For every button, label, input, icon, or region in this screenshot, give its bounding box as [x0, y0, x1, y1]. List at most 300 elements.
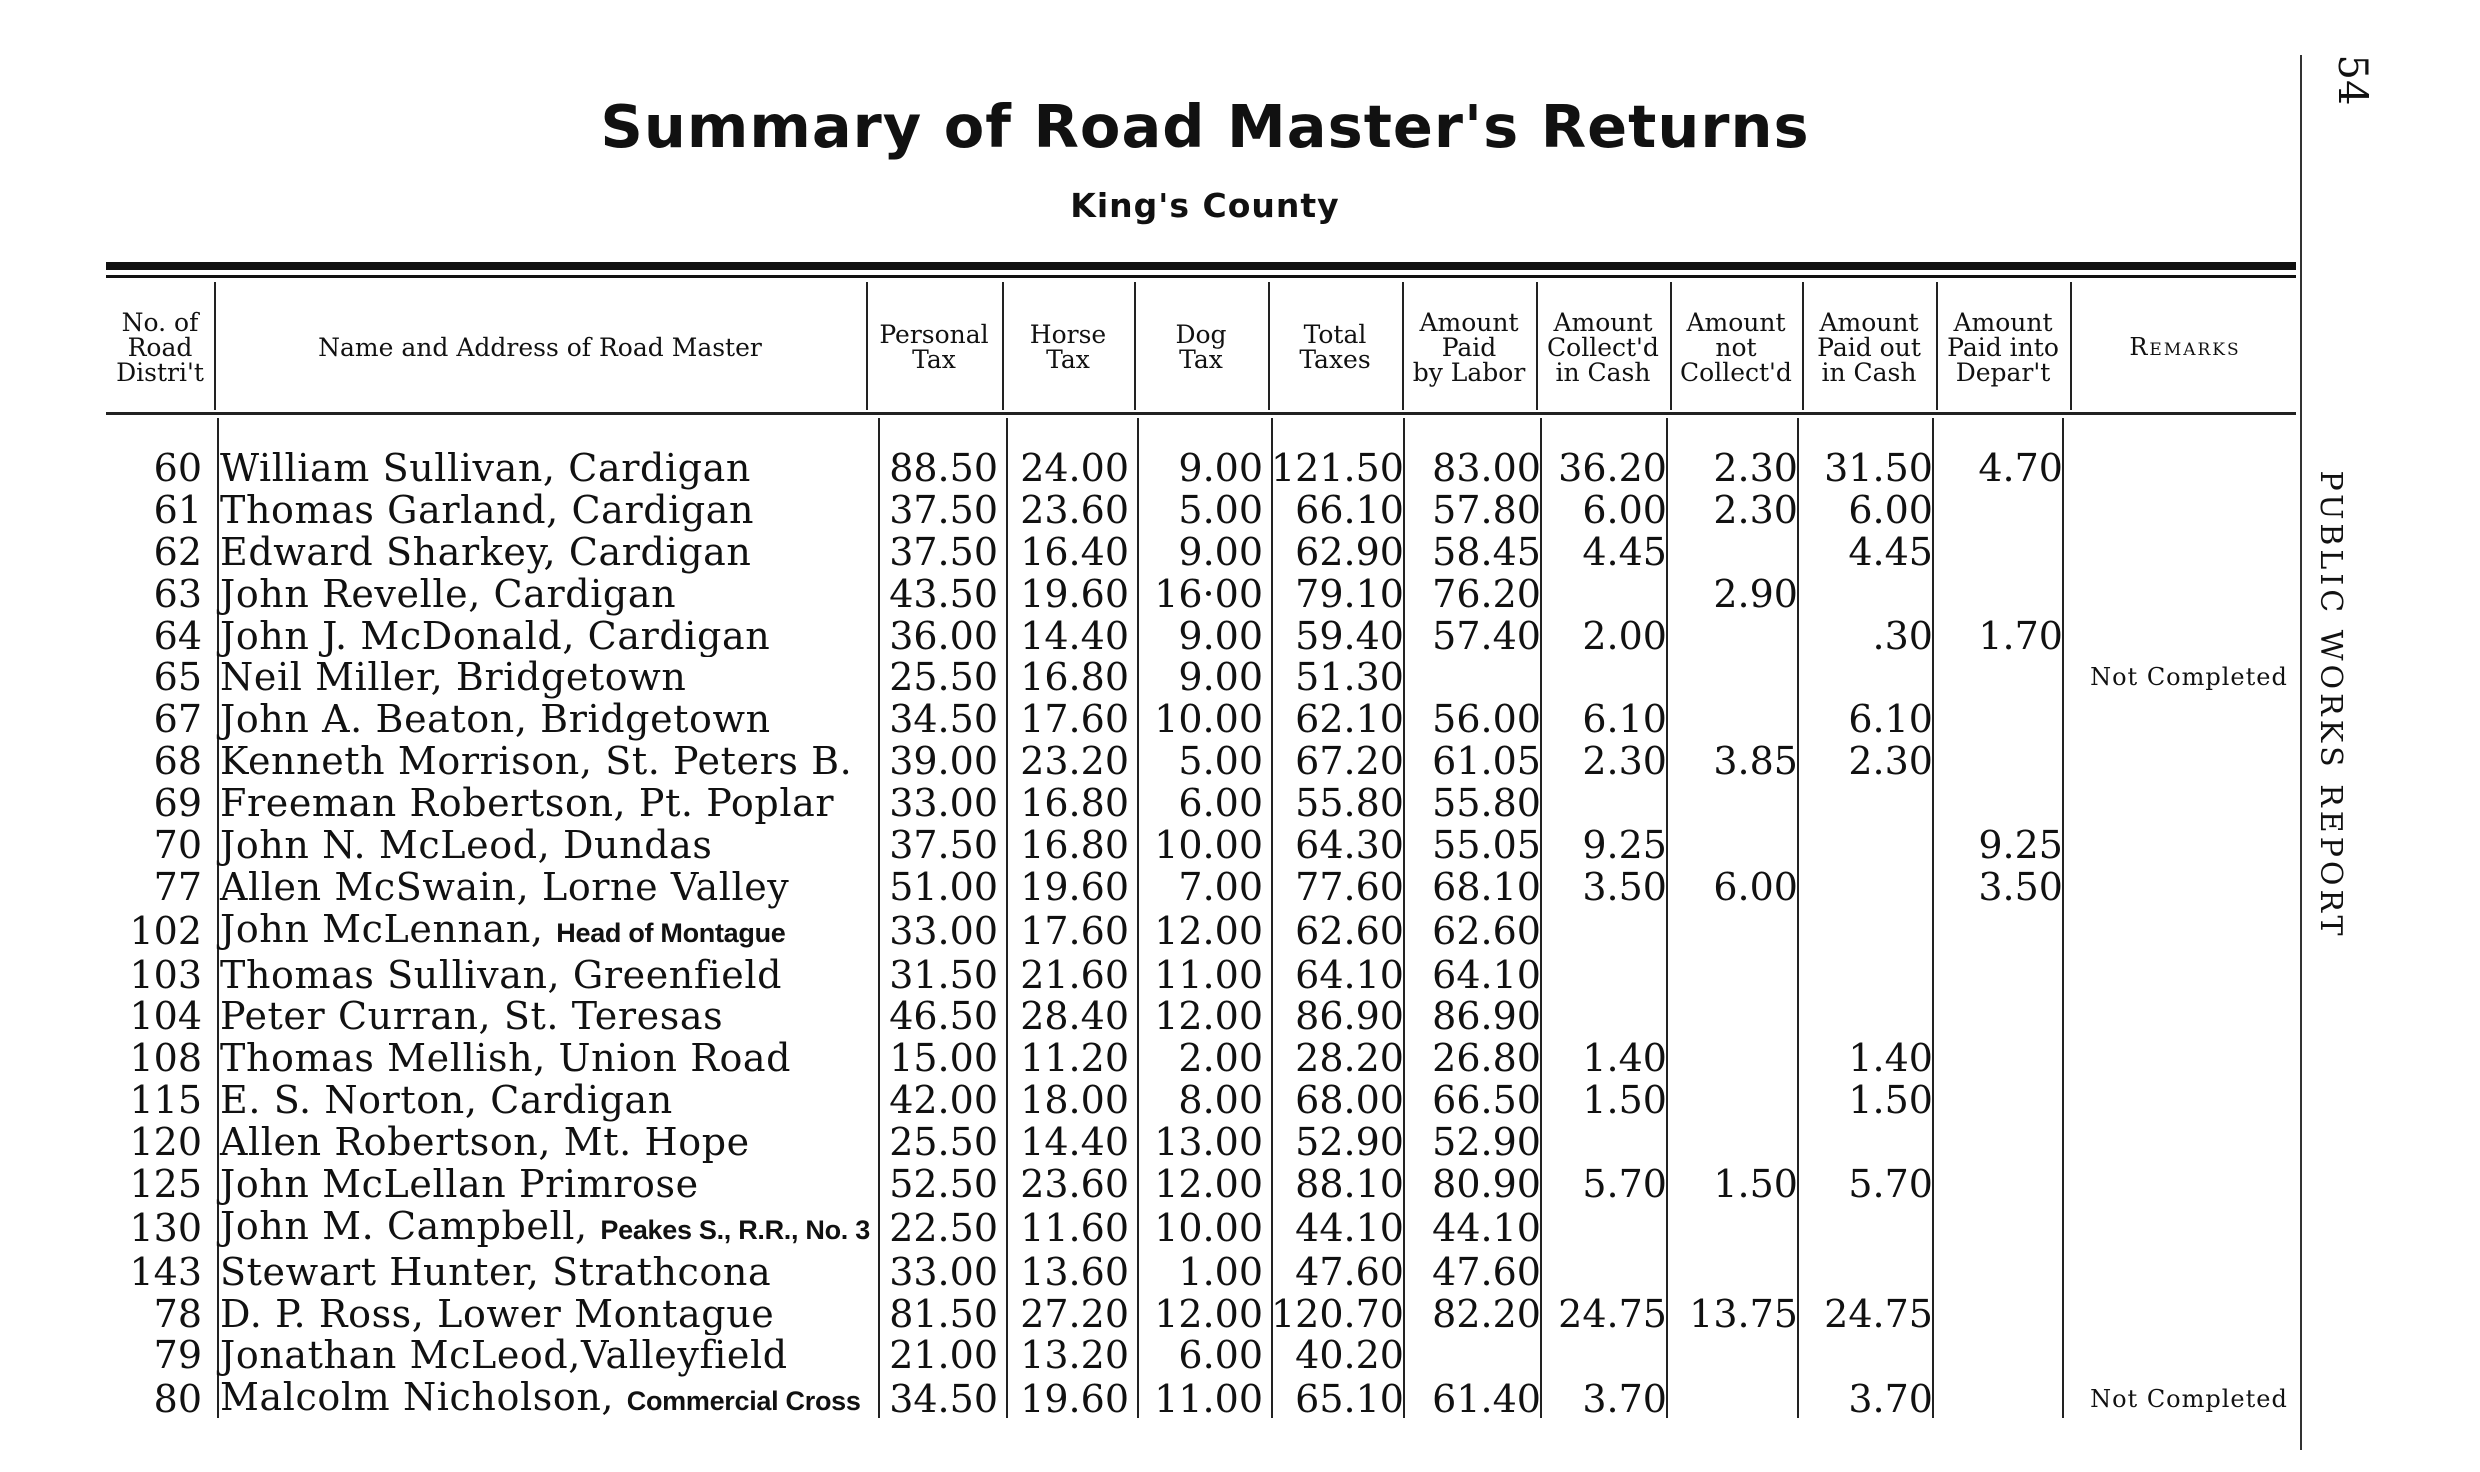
amount-collected-in-cash-cell: 6.00 — [1582, 489, 1667, 532]
horse-tax-cell: 11.20 — [1020, 1038, 1129, 1081]
dog-tax-cell: 10.00 — [1154, 1205, 1263, 1250]
returns-table — [106, 448, 2307, 1423]
district-number-cell: 67 — [153, 699, 202, 742]
personal-tax-cell: 15.00 — [889, 1038, 998, 1081]
amount-paid-by-labor-cell: 44.10 — [1432, 1205, 1541, 1250]
horse-tax-cell: 23.60 — [1020, 1163, 1129, 1206]
amount-paid-out-in-cash-cell: .30 — [1872, 615, 1933, 658]
amount-collected-in-cash-cell: 3.70 — [1582, 1377, 1667, 1422]
district-number-cell: 68 — [153, 741, 202, 783]
amount-paid-into-depart-cell — [1941, 741, 2071, 783]
personal-tax-cell: 33.00 — [889, 908, 998, 953]
page-number: 54 — [2329, 54, 2375, 106]
amount-paid-into-depart-cell — [1941, 1252, 2071, 1294]
district-number-cell: 78 — [153, 1293, 202, 1336]
amount-paid-by-labor-cell: 55.05 — [1432, 824, 1541, 867]
amount-not-collected-cell — [1675, 1206, 1806, 1252]
road-master-name: Malcolm Nicholson, — [220, 1377, 615, 1420]
amount-collected-in-cash-cell: 5.70 — [1582, 1163, 1667, 1206]
amount-paid-by-labor-cell: 76.20 — [1432, 573, 1541, 616]
remarks-cell — [2071, 490, 2307, 532]
column-divider — [1402, 282, 1404, 410]
horse-tax-cell: 24.00 — [1020, 448, 1129, 490]
road-master-name-cell — [214, 1252, 878, 1294]
district-number-cell: 102 — [129, 908, 202, 953]
table-row — [106, 867, 2307, 909]
district-number-cell: 70 — [153, 824, 202, 867]
table-row — [106, 448, 2307, 490]
road-master-name-cell — [214, 448, 878, 490]
table-row — [106, 996, 2307, 1038]
total-taxes-cell: 88.10 — [1295, 1163, 1404, 1206]
road-master-name: John McLennan, — [220, 908, 544, 951]
personal-tax-cell: 25.50 — [889, 1122, 998, 1164]
column-divider — [866, 282, 868, 410]
amount-collected-in-cash-cell — [1549, 1252, 1675, 1294]
amount-not-collected-cell — [1675, 783, 1806, 825]
amount-paid-out-in-cash-cell — [1806, 783, 1941, 825]
road-master-name-cell — [214, 574, 878, 616]
total-taxes-cell: 62.10 — [1295, 699, 1404, 742]
personal-tax-cell: 22.50 — [889, 1205, 998, 1250]
district-number-cell: 65 — [153, 657, 202, 700]
dog-tax-cell: 5.00 — [1178, 741, 1263, 783]
amount-collected-in-cash-cell — [1549, 1335, 1675, 1377]
amount-paid-out-in-cash-cell — [1806, 657, 1941, 699]
column-divider — [1536, 282, 1538, 410]
district-number-cell: 120 — [129, 1122, 202, 1164]
amount-collected-in-cash-cell: 6.10 — [1582, 699, 1667, 742]
road-master-name: Freeman Robertson, Pt. Poplar — [220, 783, 835, 825]
road-master-name: John McLellan Primrose — [220, 1163, 699, 1206]
column-divider — [2070, 282, 2072, 410]
amount-not-collected-cell — [1675, 1252, 1806, 1294]
road-master-name-cell — [214, 867, 878, 909]
header-horse-tax: Horse Tax — [1029, 320, 1107, 374]
dog-tax-cell: 9.00 — [1178, 657, 1263, 700]
amount-paid-into-depart-cell — [1941, 574, 2071, 616]
amount-paid-out-in-cash-cell: 3.70 — [1848, 1377, 1933, 1422]
total-taxes-cell: 120.70 — [1271, 1293, 1404, 1336]
table-row — [106, 1080, 2307, 1122]
road-master-name-cell — [214, 741, 878, 783]
amount-paid-out-in-cash-cell: 6.10 — [1848, 699, 1933, 742]
remarks-cell — [2071, 867, 2307, 909]
amount-paid-into-depart-cell — [1941, 1377, 2071, 1423]
remarks-cell — [2071, 532, 2307, 574]
amount-paid-out-in-cash-cell — [1806, 825, 1941, 867]
amount-collected-in-cash-cell — [1549, 657, 1675, 699]
road-master-name-cell — [214, 1294, 878, 1336]
road-master-name: John J. McDonald, Cardigan — [220, 615, 771, 658]
column-divider — [214, 282, 216, 410]
district-number-cell: 64 — [153, 615, 202, 658]
road-master-name: John Revelle, Cardigan — [220, 573, 677, 616]
horse-tax-cell: 16.40 — [1020, 531, 1129, 574]
amount-paid-out-in-cash-cell — [1806, 996, 1941, 1038]
amount-collected-in-cash-cell: 4.45 — [1582, 531, 1667, 574]
header-name: Name and Address of Road Master — [318, 332, 762, 362]
personal-tax-cell: 46.50 — [889, 996, 998, 1039]
header-remarks: Remarks — [2129, 332, 2241, 361]
horse-tax-cell: 13.20 — [1020, 1335, 1129, 1378]
personal-tax-cell: 88.50 — [889, 448, 998, 490]
dog-tax-cell: 12.00 — [1154, 1163, 1263, 1206]
personal-tax-cell: 31.50 — [889, 954, 998, 997]
amount-collected-in-cash-cell — [1549, 574, 1675, 616]
district-number-cell: 63 — [153, 573, 202, 616]
amount-not-collected-cell — [1675, 616, 1806, 658]
amount-paid-by-labor-cell: 82.20 — [1432, 1293, 1541, 1336]
amount-paid-into-depart-cell — [1941, 1038, 2071, 1080]
dog-tax-cell: 9.00 — [1178, 531, 1263, 574]
table-row — [106, 1294, 2307, 1336]
table-row — [106, 490, 2307, 532]
total-taxes-cell: 77.60 — [1295, 866, 1404, 909]
amount-collected-in-cash-cell: 1.50 — [1582, 1080, 1667, 1122]
remarks-cell — [2071, 1080, 2307, 1122]
amount-paid-by-labor-cell: 66.50 — [1432, 1080, 1541, 1122]
amount-paid-by-labor-cell: 26.80 — [1432, 1038, 1541, 1081]
road-master-name-cell — [214, 1377, 878, 1423]
column-divider — [1002, 282, 1004, 410]
remarks-cell — [2071, 825, 2307, 867]
personal-tax-cell: 42.00 — [889, 1080, 998, 1122]
road-master-name: Jonathan McLeod,Valleyfield — [220, 1335, 788, 1378]
amount-paid-by-labor-cell: 62.60 — [1432, 908, 1541, 953]
column-divider — [1936, 282, 1938, 410]
amount-not-collected-cell: 3.85 — [1713, 741, 1798, 783]
road-master-name-cell — [214, 955, 878, 997]
running-head: PUBLIC WORKS REPORT — [2313, 470, 2348, 940]
amount-not-collected-cell — [1675, 699, 1806, 741]
amount-collected-in-cash-cell — [1549, 783, 1675, 825]
horse-tax-cell: 14.40 — [1020, 1122, 1129, 1164]
horse-tax-cell: 28.40 — [1020, 996, 1129, 1039]
road-master-name: Kenneth Morrison, St. Peters B. — [220, 741, 853, 783]
road-master-name: D. P. Ross, Lower Montague — [220, 1293, 775, 1336]
dog-tax-cell: 11.00 — [1154, 954, 1263, 997]
header-bottom-rule — [106, 412, 2296, 415]
amount-paid-by-labor-cell: 61.40 — [1432, 1377, 1541, 1422]
amount-paid-by-labor-cell: 61.05 — [1432, 741, 1541, 783]
amount-paid-into-depart-cell — [1941, 699, 2071, 741]
amount-paid-out-in-cash-cell: 1.40 — [1848, 1038, 1933, 1081]
amount-not-collected-cell — [1675, 657, 1806, 699]
table-row — [106, 616, 2307, 658]
amount-paid-out-in-cash-cell — [1806, 574, 1941, 616]
remarks-cell — [2071, 1252, 2307, 1294]
page-subtitle: King's County — [1070, 186, 1340, 225]
dog-tax-cell: 8.00 — [1178, 1080, 1263, 1122]
amount-paid-into-depart-cell — [1941, 1122, 2071, 1164]
personal-tax-cell: 43.50 — [889, 573, 998, 616]
margin-rule — [2300, 55, 2302, 1450]
district-number-cell: 79 — [153, 1335, 202, 1378]
road-master-name-cell — [214, 657, 878, 699]
amount-paid-out-in-cash-cell: 24.75 — [1824, 1293, 1933, 1336]
road-master-address: Commercial Cross — [626, 1386, 861, 1417]
amount-paid-by-labor-cell: 57.80 — [1432, 489, 1541, 532]
amount-collected-in-cash-cell — [1549, 996, 1675, 1038]
remarks-cell — [2071, 1335, 2307, 1377]
horse-tax-cell: 16.80 — [1020, 783, 1129, 825]
table-row — [106, 825, 2307, 867]
remarks-cell — [2071, 1294, 2307, 1336]
road-master-name: Thomas Sullivan, Greenfield — [220, 954, 783, 997]
amount-collected-in-cash-cell: 9.25 — [1582, 824, 1667, 867]
road-master-name-cell — [214, 1038, 878, 1080]
horse-tax-cell: 19.60 — [1020, 866, 1129, 909]
district-number-cell: 143 — [129, 1251, 202, 1294]
road-master-name: John M. Campbell, — [220, 1205, 588, 1248]
road-master-name: Neil Miller, Bridgetown — [220, 657, 687, 700]
table-row — [106, 699, 2307, 741]
total-taxes-cell: 47.60 — [1295, 1251, 1404, 1294]
dog-tax-cell: 7.00 — [1178, 866, 1263, 909]
top-rule-thin — [106, 275, 2296, 278]
amount-paid-into-depart-cell — [1941, 996, 2071, 1038]
header-paid-out-cash: Amount Paid out in Cash — [1817, 307, 1921, 387]
dog-tax-cell: 12.00 — [1154, 996, 1263, 1039]
horse-tax-cell: 16.80 — [1020, 824, 1129, 867]
table-row — [106, 741, 2307, 783]
road-master-address: Peakes S., R.R., No. 3 — [600, 1214, 870, 1245]
road-master-name-cell — [214, 783, 878, 825]
road-master-name-cell — [214, 1164, 878, 1206]
road-master-name-cell — [214, 996, 878, 1038]
personal-tax-cell: 37.50 — [889, 489, 998, 532]
amount-paid-out-in-cash-cell: 6.00 — [1848, 489, 1933, 532]
amount-not-collected-cell: 13.75 — [1689, 1293, 1798, 1336]
amount-paid-by-labor-cell — [1412, 657, 1549, 699]
table-row — [106, 1122, 2307, 1164]
total-taxes-cell: 67.20 — [1295, 741, 1404, 783]
total-taxes-cell: 28.20 — [1295, 1038, 1404, 1081]
road-master-name: Thomas Mellish, Union Road — [220, 1038, 792, 1081]
amount-collected-in-cash-cell: 24.75 — [1558, 1293, 1667, 1336]
dog-tax-cell: 13.00 — [1154, 1122, 1263, 1164]
district-number-cell: 125 — [129, 1163, 202, 1206]
dog-tax-cell: 10.00 — [1154, 699, 1263, 742]
total-taxes-cell: 79.10 — [1295, 573, 1404, 616]
amount-paid-by-labor-cell: 64.10 — [1432, 954, 1541, 997]
amount-paid-by-labor-cell: 55.80 — [1432, 783, 1541, 825]
dog-tax-cell: 5.00 — [1178, 489, 1263, 532]
header-personal-tax: Personal Tax — [879, 320, 989, 374]
amount-not-collected-cell — [1675, 996, 1806, 1038]
district-number-cell: 62 — [153, 531, 202, 574]
amount-paid-out-in-cash-cell: 2.30 — [1848, 741, 1933, 783]
horse-tax-cell: 16.80 — [1020, 657, 1129, 700]
amount-paid-into-depart-cell — [1941, 1294, 2071, 1336]
remarks-cell — [2071, 1122, 2307, 1164]
amount-paid-by-labor-cell — [1412, 1335, 1549, 1377]
amount-collected-in-cash-cell — [1549, 955, 1675, 997]
road-master-name-cell — [214, 699, 878, 741]
total-taxes-cell: 68.00 — [1295, 1080, 1404, 1122]
road-master-name-cell — [214, 1335, 878, 1377]
amount-paid-into-depart-cell: 9.25 — [1978, 824, 2063, 867]
amount-paid-out-in-cash-cell — [1806, 955, 1941, 997]
header-not-collected: Amount not Collect'd — [1680, 307, 1792, 387]
amount-paid-into-depart-cell — [1941, 1080, 2071, 1122]
amount-not-collected-cell — [1675, 1080, 1806, 1122]
horse-tax-cell: 11.60 — [1020, 1205, 1129, 1250]
dog-tax-cell: 12.00 — [1154, 1293, 1263, 1336]
remarks-cell — [2071, 909, 2307, 955]
amount-not-collected-cell — [1675, 532, 1806, 574]
total-taxes-cell: 51.30 — [1295, 657, 1404, 700]
table-row — [106, 1038, 2307, 1080]
remarks-cell: Not Completed — [2090, 1385, 2288, 1414]
road-master-name-cell — [214, 909, 878, 955]
amount-paid-by-labor-cell: 83.00 — [1432, 448, 1541, 490]
amount-not-collected-cell — [1675, 909, 1806, 955]
personal-tax-cell: 34.50 — [889, 699, 998, 742]
amount-not-collected-cell: 2.30 — [1713, 448, 1798, 490]
road-master-name-cell — [214, 1080, 878, 1122]
district-number-cell: 130 — [129, 1205, 202, 1250]
road-master-name-cell — [214, 825, 878, 867]
horse-tax-cell: 18.00 — [1020, 1080, 1129, 1122]
road-master-name: Edward Sharkey, Cardigan — [220, 531, 752, 574]
personal-tax-cell: 33.00 — [889, 1251, 998, 1294]
district-number-cell: 60 — [153, 448, 202, 490]
road-master-name: Peter Curran, St. Teresas — [220, 996, 724, 1039]
amount-paid-into-depart-cell — [1941, 657, 2071, 699]
amount-paid-out-in-cash-cell: 1.50 — [1848, 1080, 1933, 1122]
dog-tax-cell: 6.00 — [1178, 783, 1263, 825]
personal-tax-cell: 21.00 — [889, 1335, 998, 1378]
personal-tax-cell: 81.50 — [889, 1293, 998, 1336]
header-dog-tax: Dog Tax — [1175, 320, 1227, 374]
road-master-name: E. S. Norton, Cardigan — [220, 1080, 673, 1122]
horse-tax-cell: 17.60 — [1020, 908, 1129, 953]
remarks-cell — [2071, 996, 2307, 1038]
road-master-name: Stewart Hunter, Strathcona — [220, 1251, 772, 1294]
road-master-name: Allen McSwain, Lorne Valley — [220, 866, 790, 909]
personal-tax-cell: 39.00 — [889, 741, 998, 783]
amount-paid-into-depart-cell — [1941, 490, 2071, 532]
header-collected-cash: Amount Collect'd in Cash — [1547, 307, 1659, 387]
amount-collected-in-cash-cell — [1549, 1206, 1675, 1252]
column-divider — [1670, 282, 1672, 410]
amount-paid-out-in-cash-cell — [1806, 1122, 1941, 1164]
horse-tax-cell: 14.40 — [1020, 615, 1129, 658]
amount-paid-out-in-cash-cell — [1806, 1335, 1941, 1377]
remarks-cell — [2071, 783, 2307, 825]
horse-tax-cell: 23.20 — [1020, 741, 1129, 783]
total-taxes-cell: 86.90 — [1295, 996, 1404, 1039]
horse-tax-cell: 21.60 — [1020, 954, 1129, 997]
district-number-cell: 61 — [153, 489, 202, 532]
dog-tax-cell: 10.00 — [1154, 824, 1263, 867]
column-divider — [1268, 282, 1270, 410]
amount-paid-into-depart-cell: 3.50 — [1978, 866, 2063, 909]
road-master-name: Thomas Garland, Cardigan — [220, 489, 755, 532]
road-master-address: Head of Montague — [556, 917, 786, 948]
table-row — [106, 783, 2307, 825]
road-master-name-cell — [214, 616, 878, 658]
remarks-cell — [2071, 1206, 2307, 1252]
column-divider — [1134, 282, 1136, 410]
amount-paid-out-in-cash-cell — [1806, 867, 1941, 909]
remarks-cell — [2071, 616, 2307, 658]
table-row — [106, 1206, 2307, 1252]
amount-paid-into-depart-cell: 4.70 — [1978, 448, 2063, 490]
horse-tax-cell: 27.20 — [1020, 1293, 1129, 1336]
personal-tax-cell: 34.50 — [889, 1377, 998, 1422]
total-taxes-cell: 55.80 — [1295, 783, 1404, 825]
road-master-name-cell — [214, 1122, 878, 1164]
total-taxes-cell: 121.50 — [1271, 448, 1404, 490]
road-master-name: Allen Robertson, Mt. Hope — [220, 1122, 750, 1164]
remarks-cell — [2071, 699, 2307, 741]
dog-tax-cell: 1.00 — [1178, 1251, 1263, 1294]
total-taxes-cell: 44.10 — [1295, 1205, 1404, 1250]
amount-paid-by-labor-cell: 56.00 — [1432, 699, 1541, 742]
district-number-cell: 80 — [153, 1377, 202, 1422]
horse-tax-cell: 19.60 — [1020, 1377, 1129, 1422]
dog-tax-cell: 12.00 — [1154, 908, 1263, 953]
header-paid-into-depart: Amount Paid into Depar't — [1947, 307, 2059, 387]
dog-tax-cell: 11.00 — [1154, 1377, 1263, 1422]
personal-tax-cell: 36.00 — [889, 615, 998, 658]
table-row — [106, 1164, 2307, 1206]
district-number-cell: 104 — [129, 996, 202, 1039]
total-taxes-cell: 64.30 — [1295, 824, 1404, 867]
amount-paid-into-depart-cell — [1941, 955, 2071, 997]
table-row — [106, 1377, 2307, 1423]
amount-not-collected-cell: 6.00 — [1713, 866, 1798, 909]
road-master-name: John N. McLeod, Dundas — [220, 824, 713, 867]
table-row — [106, 657, 2307, 699]
road-master-name-cell — [214, 532, 878, 574]
amount-collected-in-cash-cell: 36.20 — [1558, 448, 1667, 490]
total-taxes-cell: 66.10 — [1295, 489, 1404, 532]
table-row — [106, 574, 2307, 616]
personal-tax-cell: 51.00 — [889, 866, 998, 909]
amount-paid-by-labor-cell: 68.10 — [1432, 866, 1541, 909]
total-taxes-cell: 62.90 — [1295, 531, 1404, 574]
amount-paid-by-labor-cell: 47.60 — [1432, 1251, 1541, 1294]
remarks-cell — [2071, 1038, 2307, 1080]
total-taxes-cell: 52.90 — [1295, 1122, 1404, 1164]
amount-collected-in-cash-cell: 2.30 — [1582, 741, 1667, 783]
amount-not-collected-cell — [1675, 1377, 1806, 1423]
amount-not-collected-cell — [1675, 1335, 1806, 1377]
amount-paid-out-in-cash-cell — [1806, 1252, 1941, 1294]
amount-paid-out-in-cash-cell — [1806, 909, 1941, 955]
road-master-name-cell — [214, 1206, 878, 1252]
amount-paid-out-in-cash-cell: 31.50 — [1824, 448, 1933, 490]
amount-collected-in-cash-cell — [1549, 1122, 1675, 1164]
amount-paid-into-depart-cell: 1.70 — [1978, 615, 2063, 658]
horse-tax-cell: 13.60 — [1020, 1251, 1129, 1294]
amount-paid-into-depart-cell — [1941, 1164, 2071, 1206]
amount-paid-into-depart-cell — [1941, 532, 2071, 574]
personal-tax-cell: 25.50 — [889, 657, 998, 700]
header-paid-by-labor: Amount Paid by Labor — [1412, 307, 1526, 387]
total-taxes-cell: 59.40 — [1295, 615, 1404, 658]
amount-paid-by-labor-cell: 86.90 — [1432, 996, 1541, 1039]
amount-paid-by-labor-cell: 80.90 — [1432, 1163, 1541, 1206]
district-number-cell: 115 — [129, 1080, 202, 1122]
amount-not-collected-cell: 1.50 — [1713, 1163, 1798, 1206]
road-master-name-cell — [214, 490, 878, 532]
remarks-cell — [2071, 955, 2307, 997]
